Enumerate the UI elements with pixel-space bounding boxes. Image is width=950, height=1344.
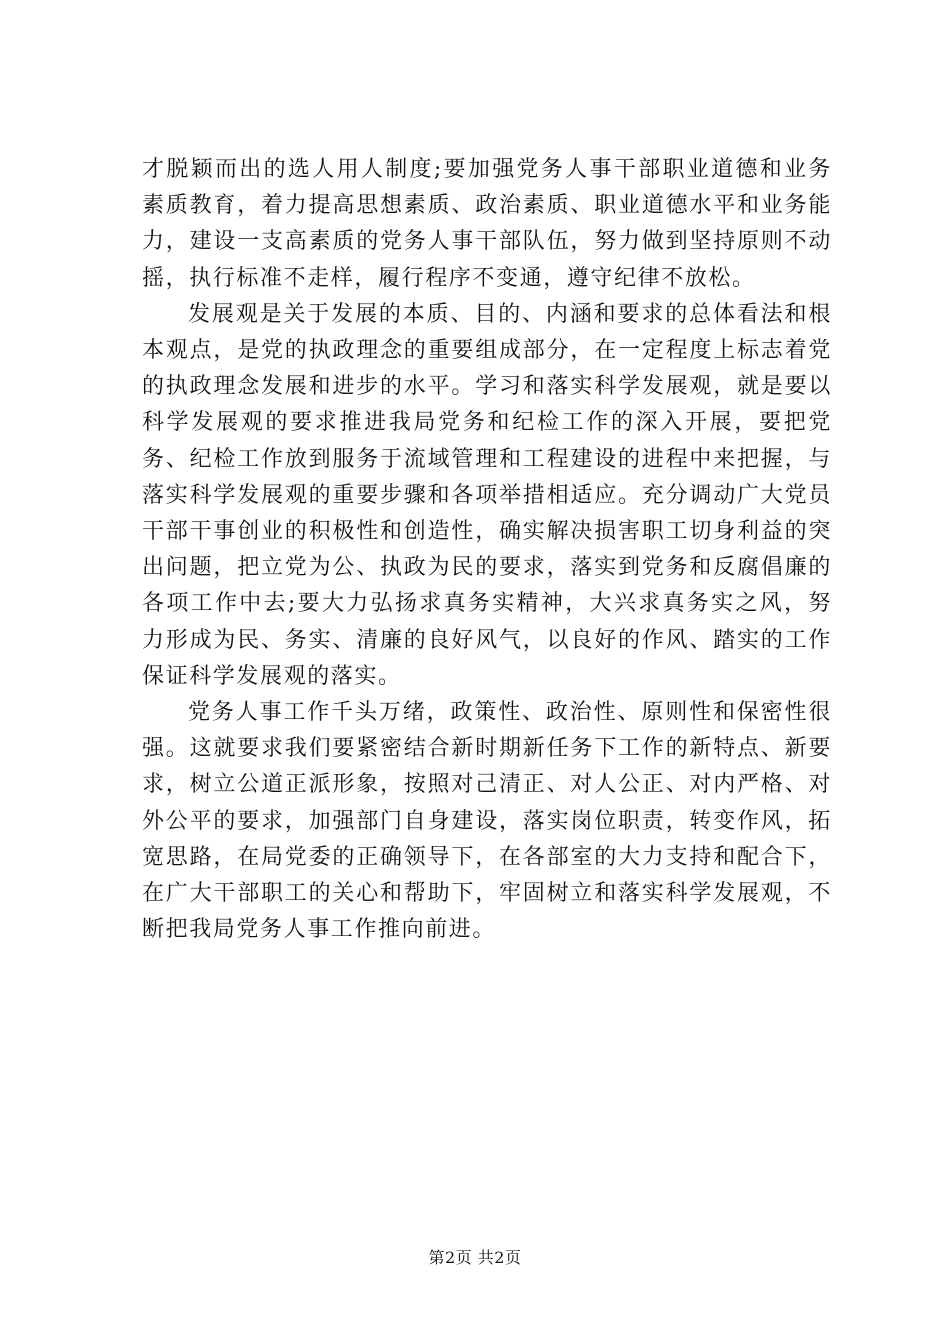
- page-footer: [0, 1245, 950, 1268]
- page-number-indicator: 第2页 共2页: [428, 1248, 522, 1267]
- paragraph-1: 才脱颖而出的选人用人制度;要加强党务人事干部职业道德和业务素质教育，着力提高思想素质、政治素质、职业道德水平和业务能力，建设一支高素质的党务人事干部队伍，努力做到坚持原则不动摇，执行标准不走样，履行程序不变通，遵守纪律不放松。: [142, 157, 832, 291]
- paragraph-3: 党务人事工作千头万绪，政策性、政治性、原则性和保密性很强。这就要求我们要紧密结合新时期新任务下工作的新特点、新要求，树立公道正派形象，按照对己清正、对人公正、对内严格、对外公平的要求，加强部门自身建设，落实岗位职责，转变作风，拓宽思路，在局党委的正确领导下，在各部室的大力支持和配合下，在广大干部职工的关心和帮助下，牢固树立和落实科学发展观，不断把我局党务人事工作推向前进。: [142, 700, 832, 943]
- document-body: [142, 152, 832, 948]
- paragraph-2: 发展观是关于发展的本质、目的、内涵和要求的总体看法和根本观点，是党的执政理念的重要组成部分，在一定程度上标志着党的执政理念发展和进步的水平。学习和落实科学发展观，就是要以科学发展观的要求推进我局党务和纪检工作的深入开展，要把党务、纪检工作放到服务于流域管理和工程建设的进程中来把握，与落实科学发展观的重要步骤和各项举措相适应。充分调动广大党员干部干事创业的积极性和创造性，确实解决损害职工切身利益的突出问题，把立党为公、执政为民的要求，落实到党务和反腐倡廉的各项工作中去;要大力弘扬求真务实精神，大兴求真务实之风，努力形成为民、务实、清廉的良好风气，以良好的作风、踏实的工作保证科学发展观的落实。: [142, 301, 832, 689]
